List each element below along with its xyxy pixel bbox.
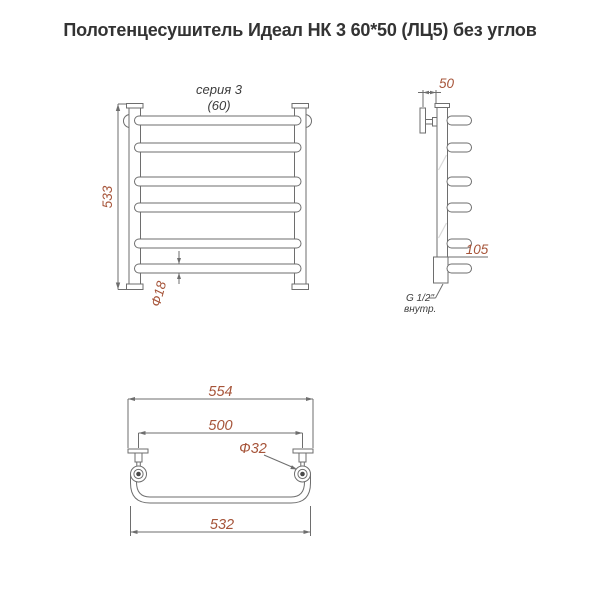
bar-stub (447, 203, 472, 212)
bar-stub (447, 116, 472, 125)
towel-bars (135, 116, 302, 273)
width-label: (60) (207, 98, 231, 113)
towel-bar (135, 264, 302, 273)
bar-width-text: 532 (209, 517, 235, 533)
flange-diameter-text: Ф32 (239, 441, 267, 457)
collector-right (292, 104, 309, 290)
bracket-arms (135, 453, 306, 467)
height-dimension (100, 104, 126, 290)
bar-stubs (447, 116, 472, 248)
wall-plates (128, 449, 313, 453)
towel-bar (135, 203, 302, 212)
bottom-collector (434, 257, 472, 283)
towel-bar (135, 116, 302, 125)
bar-stub (447, 177, 472, 186)
bar-stub (447, 264, 472, 273)
thread-callout (404, 284, 443, 315)
mount-spacing-dimension (139, 418, 303, 448)
side-view (404, 76, 489, 315)
thread-note: внутр. (404, 304, 437, 315)
bar-stub (447, 143, 472, 152)
thread-label: G 1/2" (406, 293, 435, 304)
series-label: серия 3 (196, 82, 242, 97)
mount-spacing-text: 500 (208, 418, 233, 434)
towel-bar (135, 143, 302, 152)
bottom-bar-tube (131, 474, 311, 503)
flange-right (295, 466, 311, 482)
collector-left (127, 104, 144, 290)
bottom-offset-text: 105 (465, 242, 489, 257)
overall-width-text: 554 (208, 384, 233, 400)
front-view (100, 82, 312, 308)
bar-diameter-dimension (148, 251, 181, 308)
flange-diameter-callout (239, 441, 297, 470)
overall-width-dimension (128, 384, 313, 448)
depth-dim-text: 50 (439, 76, 455, 91)
bar-diameter-text: Ф18 (148, 279, 170, 309)
collector-profile (435, 104, 450, 284)
depth-dimension (418, 76, 455, 107)
bottom-view (128, 384, 313, 536)
towel-bar (135, 239, 302, 248)
towel-bar (135, 177, 302, 186)
height-dim-text: 533 (100, 185, 115, 209)
flange-left (131, 466, 147, 482)
page-title: Полотенцесушитель Идеал НК 3 60*50 (ЛЦ5) без углов (63, 20, 537, 40)
bar-width-dimension (131, 506, 311, 536)
wall-bracket-side (420, 108, 437, 133)
